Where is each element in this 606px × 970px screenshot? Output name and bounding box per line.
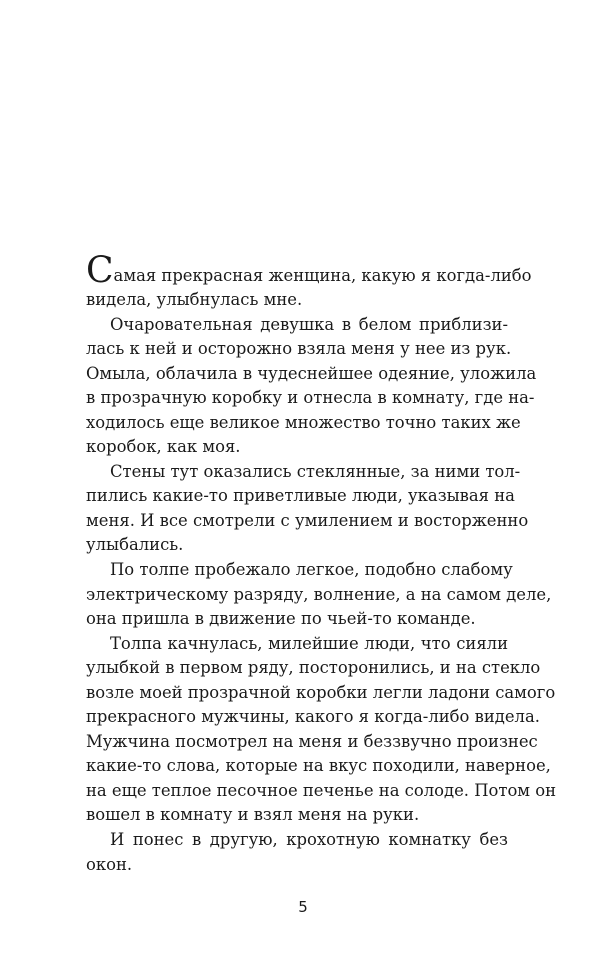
paragraph-5-line-4: прекрасного мужчины, какого я когда-либо видела. [86, 707, 540, 727]
paragraph-4-line-1: По толпе пробежало легкое, подобно слабому [110, 560, 513, 580]
paragraph-6-line-1: И понес в другую, крохотную комнатку без [110, 830, 508, 850]
paragraph-2-line-4: в прозрачную коробку и отнесла в комнату, где на- [86, 388, 535, 408]
paragraph-5-line-6: какие-то слова, которые на вкус походили, наверное, [86, 756, 551, 776]
paragraph-6-line-2: окон. [86, 854, 133, 874]
paragraph-4-line-3: она пришла в движение по чьей-то команде. [86, 609, 476, 629]
paragraph-5-line-5: Мужчина посмотрел на меня и беззвучно произнес [86, 731, 538, 751]
drop-cap: С [86, 250, 114, 291]
paragraph-2-line-2: лась к ней и осторожно взяла меня у нее из рук. [86, 339, 512, 359]
paragraph-3-line-2: пились какие-то приветливые люди, указывая на [86, 486, 515, 506]
paragraph-1-line-2: видела, улыбнулась мне. [86, 290, 303, 309]
paragraph-1-line-1: Самая прекрасная женщина, какую я когда-либо [86, 250, 532, 291]
page-number: 5 [298, 898, 308, 916]
paragraph-2-line-5: ходилось еще великое множество точно таких же [86, 412, 521, 432]
body-text [86, 250, 557, 877]
paragraph-2-line-6: коробок, как моя. [86, 437, 241, 457]
paragraph-5-line-8: вошел в комнату и взял меня на руки. [86, 805, 420, 825]
paragraph-5-line-2: улыбкой в первом ряду, посторонились, и на стекло [86, 658, 541, 678]
paragraph-2-line-1: Очаровательная девушка в белом приблизи- [110, 314, 508, 334]
paragraph-4-line-2: электрическому разряду, волнение, а на самом деле, [86, 584, 552, 604]
paragraph-2-line-3: Омыла, облачила в чудеснейшее одеяние, уложила [86, 363, 537, 383]
paragraph-3-line-4: улыбались. [86, 535, 184, 555]
paragraph-3-line-3: меня. И все смотрели с умилением и восторженно [86, 510, 529, 530]
paragraph-3-line-1: Стены тут оказались стеклянные, за ними тол- [110, 461, 521, 481]
paragraph-5-line-1: Толпа качнулась, милейшие люди, что сияли [110, 633, 508, 653]
paragraph-5-line-3: возле моей прозрачной коробки легли ладони самого [86, 682, 556, 702]
paragraph-5-line-7: на еще теплое песочное печенье на солоде. Потом он [86, 780, 557, 800]
